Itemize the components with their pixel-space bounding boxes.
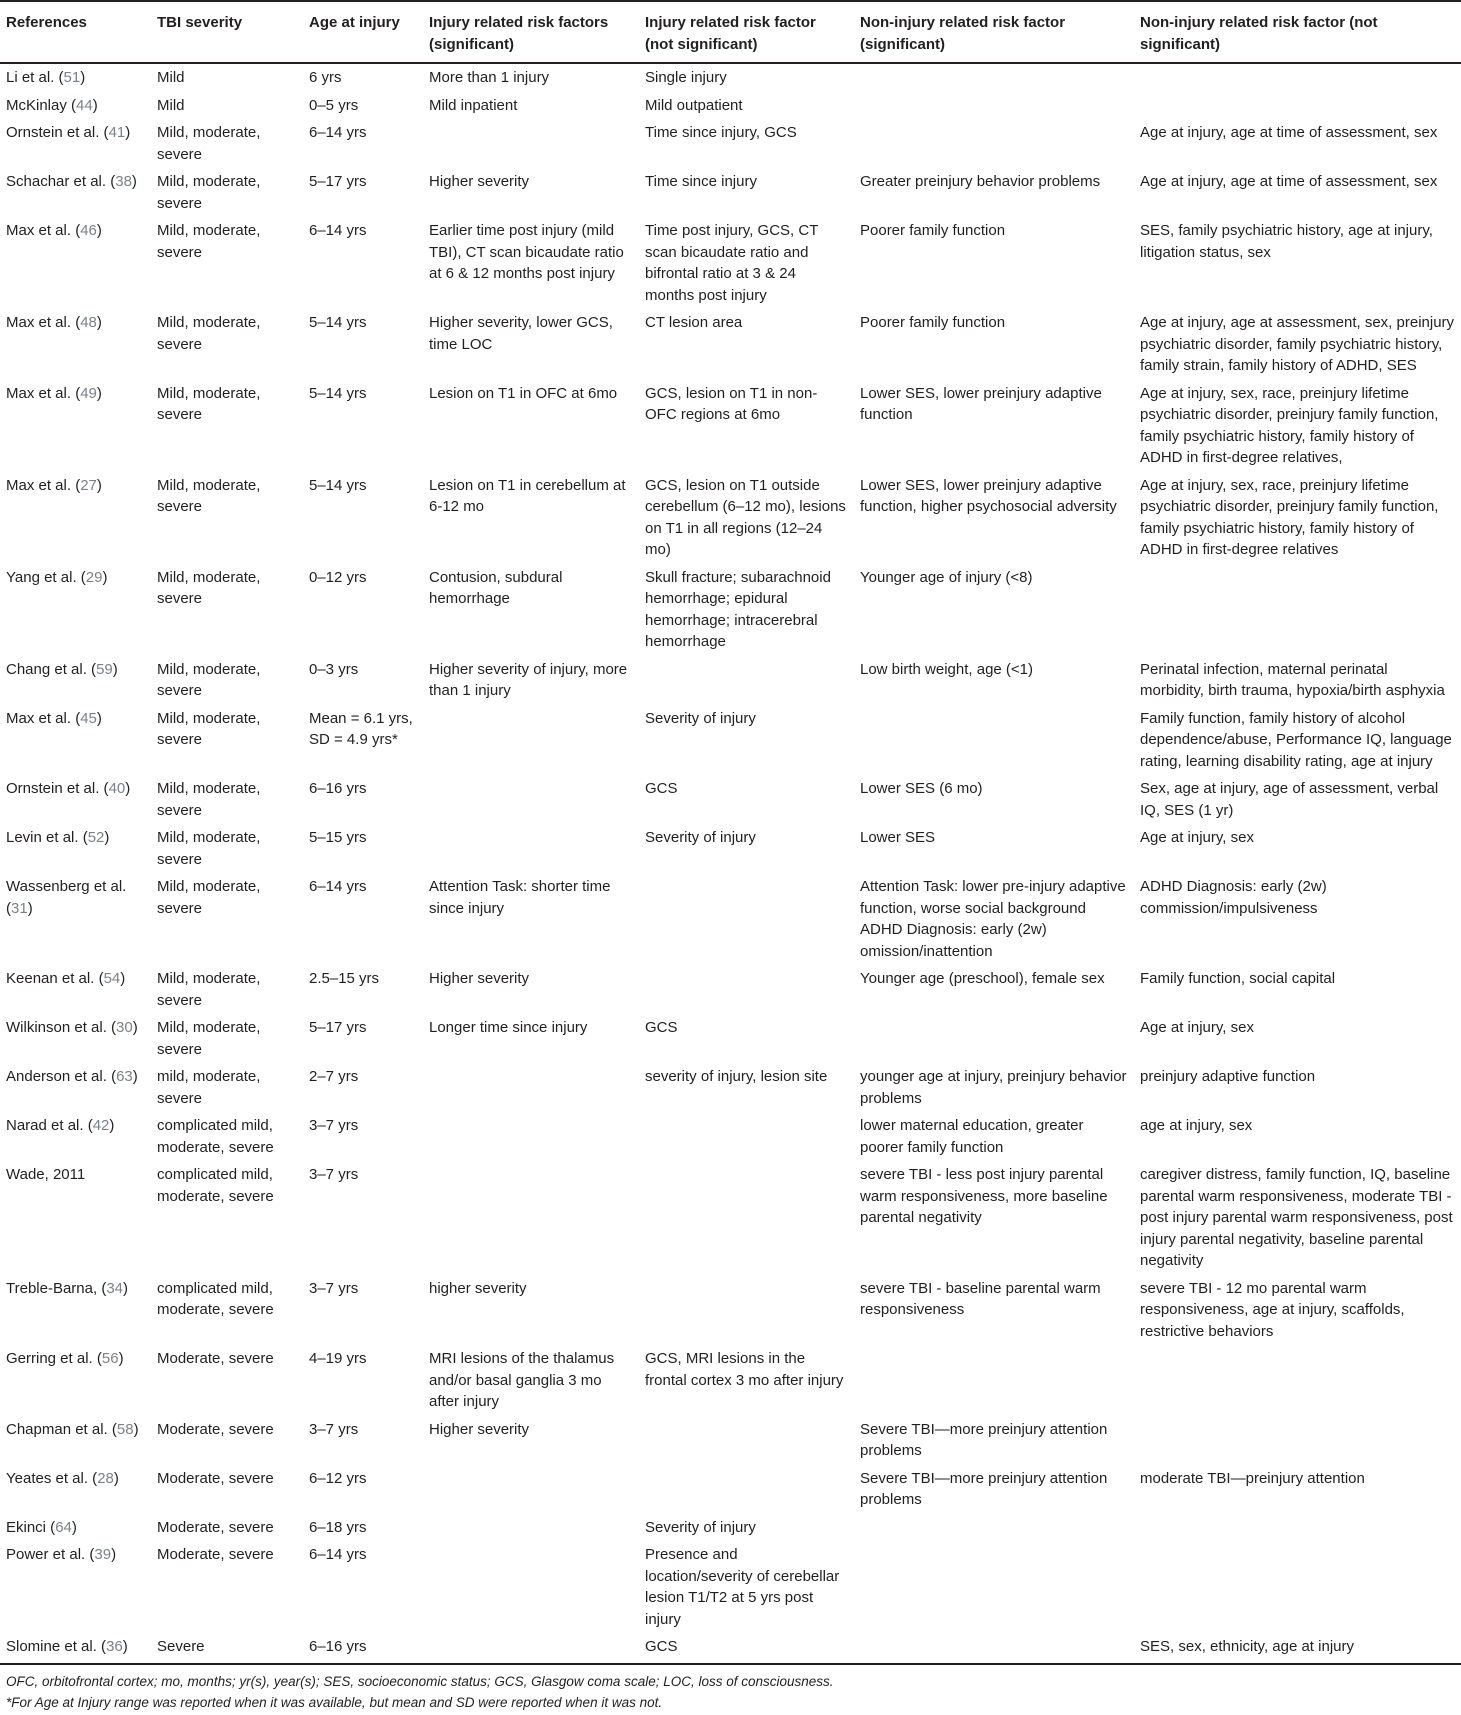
cell-non-injury-significant: Greater preinjury behavior problems [860, 173, 1101, 190]
cell-injury-not-significant: Severity of injury [645, 1518, 756, 1536]
table-row [0, 1112, 1461, 1161]
cell-injury-not-significant [639, 1275, 854, 1346]
reference-number-link[interactable]: 27 [80, 476, 97, 494]
reference-number-link[interactable]: 44 [76, 96, 93, 114]
cell-reference: Max et al. (48) [6, 314, 102, 331]
cell-age-at-injury: 3–7 yrs [309, 1166, 359, 1183]
cell-injury-significant [423, 119, 639, 168]
reference-number-link[interactable]: 54 [103, 970, 121, 987]
header-row [0, 1, 1461, 63]
cell-injury-significant: higher severity [429, 1279, 527, 1297]
cell-reference: Yeates et al. (28) [6, 1469, 119, 1487]
reference-name: Max et al. [6, 384, 72, 402]
header-non-injury-not-significant: Non-injury related risk factor (not significant) [1134, 1, 1461, 63]
table-row [0, 1416, 1461, 1465]
cell-injury-not-significant: Presence and location/severity of cerebellar lesion T1/T2 at 5 yrs post injury [645, 1546, 840, 1628]
cell-age-at-injury: 0–5 yrs [309, 96, 359, 114]
cell-non-injury-not-significant: Family function, family history of alcohol dependence/abuse, Performance IQ, language rating, learning disability rating, age at injury [1140, 709, 1452, 770]
cell-reference: Power et al. (39) [6, 1546, 117, 1563]
cell-injury-significant: MRI lesions of the thalamus and/or basal ganglia 3 mo after injury [429, 1350, 615, 1410]
cell-non-injury-not-significant [1134, 564, 1461, 656]
cell-non-injury-not-significant: moderate TBI—preinjury attention [1140, 1469, 1365, 1487]
cell-non-injury-significant [854, 1345, 1134, 1416]
cell-non-injury-not-significant: SES, sex, ethnicity, age at injury [1134, 1633, 1461, 1664]
cell-non-injury-not-significant [1134, 63, 1461, 92]
table-header [0, 1, 1461, 63]
cell-tbi-severity: Mild, moderate, severe [157, 222, 261, 261]
reference-number-link[interactable]: 51 [63, 69, 81, 86]
cell-non-injury-not-significant: Family function, social capital [1140, 970, 1336, 987]
reference-number-link[interactable]: 48 [80, 314, 97, 331]
cell-injury-significant: Contusion, subdural hemorrhage [429, 568, 563, 607]
cell-reference [0, 1161, 151, 1275]
cell-tbi-severity: Mild [157, 69, 185, 86]
cell-tbi-severity: complicated mild, moderate, severe [157, 1117, 274, 1156]
cell-non-injury-not-significant: severe TBI - 12 mo parental warm responsiveness, age at injury, scaffolds, restrictive behaviors [1140, 1279, 1405, 1340]
cell-injury-significant: Higher severity, lower GCS, time LOC [429, 314, 613, 353]
reference-number-link[interactable]: 52 [87, 829, 105, 846]
reference-number-link[interactable]: 46 [80, 222, 97, 239]
table-row [0, 873, 1461, 965]
cell-tbi-severity: Mild, moderate, severe [157, 1019, 261, 1058]
reference-name: Yang et al. [6, 568, 77, 586]
reference-number-link[interactable]: 30 [116, 1019, 133, 1036]
cell-age-at-injury: 5–15 yrs [309, 829, 367, 846]
reference-number-link[interactable]: 56 [101, 1350, 119, 1367]
reference-name: Ornstein et al. [6, 780, 100, 797]
cell-non-injury-significant [854, 63, 1134, 92]
reference-number-link[interactable]: 64 [55, 1518, 72, 1536]
cell-injury-not-significant: GCS, lesion on T1 outside cerebellum (6–12 mo), lesions on T1 in all regions (12–24 mo) [645, 476, 846, 558]
cell-non-injury-significant: severe TBI - baseline parental warm responsiveness [860, 1279, 1101, 1318]
cell-tbi-severity: Mild, moderate, severe [157, 780, 261, 819]
cell-reference: Chang et al. (59) [6, 660, 118, 678]
cell-injury-not-significant: GCS, MRI lesions in the frontal cortex 3 mo after injury [645, 1350, 844, 1389]
cell-reference: Levin et al. (52) [6, 829, 110, 846]
cell-injury-significant: Higher severity [429, 1420, 530, 1438]
table-row [0, 1345, 1461, 1416]
cell-tbi-severity: complicated mild, moderate, severe [157, 1166, 274, 1205]
cell-non-injury-significant [854, 1541, 1134, 1633]
table-row [0, 380, 1461, 472]
cell-non-injury-significant: Lower SES, lower preinjury adaptive function, higher psychosocial adversity [860, 476, 1117, 515]
cell-injury-not-significant: Skull fracture; subarachnoid hemorrhage; epidural hemorrhage; intracerebral hemorrhage [645, 568, 831, 650]
table-row [0, 1514, 1461, 1542]
cell-age-at-injury: 5–14 yrs [309, 476, 367, 494]
cell-injury-not-significant: Single injury [645, 69, 727, 86]
cell-reference: Ekinci (64) [6, 1518, 77, 1536]
footnote-age-note: *For Age at Injury range was reported when it was available, but mean and SD were reported when it was not. [6, 1694, 663, 1710]
header-tbi-severity: TBI severity [151, 1, 303, 63]
header-injury-significant: Injury related risk factors (significant) [423, 1, 639, 63]
cell-reference: Ornstein et al. (41) [6, 124, 131, 141]
cell-non-injury-not-significant: Sex, age at injury, age of assessment, verbal IQ, SES (1 yr) [1140, 780, 1439, 819]
cell-non-injury-not-significant [1134, 1416, 1461, 1465]
table-row [0, 217, 1461, 309]
cell-non-injury-significant: lower maternal education, greater poorer family function [860, 1117, 1084, 1156]
cell-non-injury-not-significant: Age at injury, sex [1140, 829, 1254, 846]
cell-age-at-injury: 6–16 yrs [309, 780, 367, 797]
reference-number-link[interactable]: 34 [106, 1279, 124, 1297]
cell-injury-not-significant: Severity of injury [645, 709, 756, 727]
cell-tbi-severity: Mild [157, 96, 185, 114]
table-body [0, 63, 1461, 1664]
cell-injury-not-significant: GCS [645, 780, 678, 797]
cell-injury-significant: Earlier time post injury (mild TBI), CT scan bicaudate ratio at 6 & 12 months post injury [429, 222, 624, 282]
cell-non-injury-significant: Severe TBI—more preinjury attention problems [860, 1469, 1108, 1508]
cell-reference: Max et al. (46) [6, 222, 102, 239]
reference-name: Max et al. [6, 314, 72, 331]
cell-reference: Gerring et al. (56) [6, 1350, 124, 1367]
cell-age-at-injury: 4–19 yrs [309, 1350, 367, 1367]
cell-injury-not-significant: Time since injury [645, 173, 757, 190]
cell-age-at-injury: 3–7 yrs [309, 1117, 359, 1134]
cell-non-injury-not-significant: Age at injury, sex, race, preinjury lifetime psychiatric disorder, preinjury family function, family psychiatric history, family history of ADHD in first-degree relatives, [1140, 384, 1439, 466]
cell-tbi-severity: Moderate, severe [157, 1469, 274, 1487]
cell-injury-significant [423, 1541, 639, 1633]
cell-age-at-injury: 6–18 yrs [309, 1518, 367, 1536]
reference-name: Keenan et al. [6, 970, 95, 987]
cell-non-injury-significant: Younger age (preschool), female sex [860, 970, 1105, 987]
cell-injury-significant [423, 1465, 639, 1514]
reference-name: Gerring et al. [6, 1350, 93, 1367]
cell-non-injury-significant: Lower SES [860, 829, 936, 846]
cell-tbi-severity: Moderate, severe [157, 1518, 274, 1536]
cell-non-injury-not-significant: Age at injury, age at time of assessment, sex [1140, 173, 1438, 190]
cell-age-at-injury: 5–17 yrs [309, 173, 367, 190]
cell-non-injury-significant: severe TBI - less post injury parental warm responsiveness, more baseline parental negativity [860, 1166, 1108, 1226]
cell-injury-not-significant: Time post injury, GCS, CT scan bicaudate ratio and bifrontal ratio at 3 & 24 months post injury [645, 222, 819, 304]
cell-reference: Max et al. (49) [6, 384, 102, 402]
cell-age-at-injury: 5–17 yrs [309, 1019, 367, 1036]
cell-non-injury-significant: Poorer family function [860, 222, 1006, 239]
cell-injury-not-significant: Mild outpatient [645, 96, 743, 114]
reference-number-link[interactable]: 40 [108, 780, 126, 797]
table-row [0, 1633, 1461, 1664]
cell-tbi-severity: Severe [151, 1633, 303, 1664]
table-row [0, 1541, 1461, 1633]
table-row [0, 965, 1461, 1014]
reference-name: Wassenberg et al. [6, 878, 127, 895]
cell-non-injury-not-significant: SES, family psychiatric history, age at injury, litigation status, sex [1140, 222, 1433, 261]
cell-non-injury-significant [854, 119, 1134, 168]
table-row [0, 1161, 1461, 1275]
reference-name: Wade, 2011 [6, 1166, 86, 1183]
reference-number-link[interactable]: 28 [97, 1469, 114, 1487]
table-row [0, 775, 1461, 824]
cell-injury-not-significant: CT lesion area [645, 314, 743, 331]
cell-non-injury-significant [854, 873, 1134, 965]
cell-non-injury-significant [854, 1514, 1134, 1542]
reference-name: Yeates et al. [6, 1469, 89, 1487]
cell-tbi-severity: Mild, moderate, severe [157, 970, 261, 1009]
reference-name: Ornstein et al. [6, 124, 100, 141]
cell-non-injury-significant: Lower SES (6 mo) [860, 780, 983, 797]
cell-reference: Max et al. (45) [6, 709, 102, 727]
reference-number-link[interactable]: 39 [94, 1546, 112, 1563]
cell-tbi-severity: Mild, moderate, severe [157, 173, 261, 212]
header-non-injury-significant: Non-injury related risk factor (significant) [854, 1, 1134, 63]
reference-name: Ekinci [6, 1518, 47, 1536]
reference-number-link[interactable]: 31 [11, 899, 28, 917]
cell-reference: Treble-Barna, (34) [6, 1279, 129, 1297]
reference-name: Max et al. [6, 709, 72, 727]
header-injury-not-significant: Injury related risk factor (not significant) [639, 1, 854, 63]
reference-number-link[interactable]: 49 [80, 384, 97, 402]
cell-injury-significant [423, 1063, 639, 1112]
cell-injury-not-significant: GCS, lesion on T1 in non-OFC regions at 6mo [645, 384, 818, 423]
cell-injury-significant [423, 775, 639, 824]
reference-name: Narad et al. [6, 1117, 84, 1134]
cell-age-at-injury: 0–3 yrs [309, 660, 359, 678]
reference-number-link[interactable]: 38 [115, 173, 132, 190]
cell-tbi-severity: Mild, moderate, severe [157, 709, 261, 748]
table-row [0, 1014, 1461, 1063]
table-row [0, 92, 1461, 120]
cell-non-injury-significant: Severe TBI—more preinjury attention problems [860, 1420, 1108, 1459]
cell-tbi-severity: Mild, moderate, severe [157, 568, 261, 607]
cell-injury-not-significant [639, 873, 854, 965]
cell-non-injury-significant: Younger age of injury (<8) [860, 568, 1033, 586]
reference-number-link[interactable]: 29 [85, 568, 103, 586]
cell-reference: Wassenberg et al. (31) [6, 878, 127, 917]
cell-tbi-severity: Moderate, severe [157, 1350, 274, 1367]
cell-injury-significant [423, 1514, 639, 1542]
cell-non-injury-significant [854, 1014, 1134, 1063]
reference-name: McKinlay [6, 96, 67, 114]
footnote-abbreviations: OFC, orbitofrontal cortex; mo, months; yr(s), year(s); SES, socioeconomic status; GCS, Glasgow coma scale; LOC, loss of consciousness. [6, 1673, 834, 1689]
table-row [0, 1275, 1461, 1346]
table-row [0, 168, 1461, 217]
cell-age-at-injury: 6–14 yrs [309, 878, 367, 895]
cell-non-injury-not-significant: caregiver distress, family function, IQ, baseline parental warm responsiveness, moderate TBI - post injury parental warm responsiveness, post injury parental negativity, baseline parental negativity [1140, 1166, 1453, 1269]
reference-number-link[interactable]: 41 [108, 124, 126, 141]
cell-age-at-injury: 3–7 yrs [309, 1420, 359, 1438]
cell-reference: Anderson et al. (63) [6, 1068, 138, 1085]
cell-non-injury-not-significant: Age at injury, age at assessment, sex, preinjury psychiatric disorder, family psychiatric history, family strain, family history of ADHD, SES [1140, 314, 1455, 374]
cell-injury-not-significant: GCS [639, 1633, 854, 1664]
cell-age-at-injury: 6–12 yrs [309, 1469, 367, 1487]
cell-reference: Schachar et al. (38) [6, 173, 137, 190]
cell-tbi-severity: Mild, moderate, severe [157, 124, 261, 163]
cell-injury-significant: Lesion on T1 in OFC at 6mo [429, 384, 618, 402]
reference-number-link[interactable]: 45 [80, 709, 97, 727]
table-row [0, 824, 1461, 873]
cell-non-injury-not-significant [1134, 1514, 1461, 1542]
cell-injury-significant: Higher severity [429, 970, 530, 987]
cell-injury-not-significant: Time since injury, GCS [645, 124, 797, 141]
table-row [0, 1063, 1461, 1112]
cell-tbi-severity: complicated mild, moderate, severe [157, 1279, 274, 1318]
cell-non-injury-not-significant [1134, 1541, 1461, 1633]
cell-injury-significant [423, 1633, 639, 1664]
cell-injury-not-significant [639, 1465, 854, 1514]
cell-age-at-injury: 6–14 yrs [309, 124, 367, 141]
cell-line: Attention Task: lower pre-injury adaptive function, worse social background [860, 878, 1126, 917]
cell-tbi-severity: Mild, moderate, severe [157, 384, 261, 423]
cell-reference: Narad et al. (42) [6, 1117, 115, 1134]
table-row [0, 656, 1461, 705]
cell-injury-significant [423, 1161, 639, 1275]
reference-name: Slomine et al. [6, 1638, 97, 1655]
cell-age-at-injury: 3–7 yrs [309, 1279, 359, 1297]
cell-non-injury-not-significant: Age at injury, age at time of assessment, sex [1140, 124, 1438, 141]
cell-reference: Chapman et al. (58) [6, 1420, 139, 1438]
reference-number-link[interactable]: 63 [116, 1068, 133, 1085]
cell-tbi-severity: Mild, moderate, severe [157, 476, 261, 515]
cell-injury-significant: More than 1 injury [429, 69, 550, 86]
header-age-at-injury: Age at injury [303, 1, 423, 63]
cell-injury-not-significant: severity of injury, lesion site [645, 1068, 828, 1085]
cell-injury-significant: Longer time since injury [429, 1019, 588, 1036]
cell-age-at-injury: 6 yrs [309, 69, 342, 86]
cell-non-injury-significant [854, 1633, 1134, 1664]
table-row [0, 705, 1461, 776]
reference-number-link[interactable]: 58 [116, 1420, 134, 1438]
cell-age-at-injury: 2.5–15 yrs [309, 970, 380, 987]
reference-name: Levin et al. [6, 829, 79, 846]
reference-name: Anderson et al. [6, 1068, 107, 1085]
reference-number-link[interactable]: 59 [96, 660, 113, 678]
reference-name: Max et al. [6, 476, 72, 494]
cell-injury-significant [423, 824, 639, 873]
cell-injury-not-significant: GCS [645, 1019, 678, 1036]
cell-age-at-injury: 6–16 yrs [303, 1633, 423, 1664]
cell-tbi-severity: Moderate, severe [157, 1420, 274, 1438]
reference-name: Wilkinson et al. [6, 1019, 107, 1036]
cell-non-injury-not-significant [1134, 1345, 1461, 1416]
cell-non-injury-significant: Lower SES, lower preinjury adaptive function [860, 384, 1102, 423]
table-row [0, 472, 1461, 564]
cell-tbi-severity: Mild, moderate, severe [157, 829, 261, 868]
cell-non-injury-not-significant: Age at injury, sex, race, preinjury lifetime psychiatric disorder, preinjury family function, family psychiatric history, family history of ADHD in first-degree relatives [1140, 476, 1439, 558]
cell-injury-significant [423, 1112, 639, 1161]
cell-non-injury-significant [854, 705, 1134, 776]
cell-injury-not-significant [639, 656, 854, 705]
table-row [0, 63, 1461, 92]
table-row [0, 119, 1461, 168]
table-row [0, 309, 1461, 380]
cell-non-injury-not-significant: preinjury adaptive function [1140, 1068, 1316, 1085]
reference-name: Treble-Barna, [6, 1279, 98, 1297]
cell-age-at-injury: 6–14 yrs [309, 1546, 367, 1563]
cell-reference: Slomine et al. (36) [0, 1633, 151, 1664]
cell-tbi-severity: Moderate, severe [157, 1546, 274, 1563]
cell-age-at-injury: 0–12 yrs [309, 568, 367, 586]
cell-injury-significant [423, 705, 639, 776]
cell-non-injury-significant: Poorer family function [860, 314, 1006, 331]
cell-age-at-injury: 6–14 yrs [309, 222, 367, 239]
reference-name: Chang et al. [6, 660, 87, 678]
cell-non-injury-significant: Low birth weight, age (<1) [860, 660, 1034, 678]
cell-injury-significant: Higher severity [429, 173, 530, 190]
cell-reference: Ornstein et al. (40) [6, 780, 131, 797]
cell-tbi-severity: Mild, moderate, severe [157, 878, 261, 917]
cell-injury-not-significant [639, 1112, 854, 1161]
cell-injury-significant: Mild inpatient [429, 96, 518, 114]
cell-tbi-severity: mild, moderate, severe [157, 1068, 261, 1107]
reference-name: Chapman et al. [6, 1420, 108, 1438]
cell-non-injury-not-significant [1134, 92, 1461, 120]
cell-injury-not-significant: Severity of injury [645, 829, 756, 846]
cell-line: ADHD Diagnosis: early (2w) omission/inattention [860, 921, 1047, 960]
cell-reference: Li et al. (51) [6, 69, 86, 86]
cell-reference: Max et al. (27) [6, 476, 102, 494]
cell-injury-significant: Higher severity of injury, more than 1 injury [429, 660, 628, 699]
reference-number-link[interactable]: 42 [92, 1117, 110, 1134]
cell-age-at-injury: 5–14 yrs [309, 314, 367, 331]
cell-injury-significant: Lesion on T1 in cerebellum at 6-12 mo [429, 476, 626, 515]
cell-injury-not-significant [639, 1416, 854, 1465]
cell-age-at-injury: 2–7 yrs [309, 1068, 359, 1085]
cell-reference: Keenan et al. (54) [6, 970, 126, 987]
reference-number-link[interactable]: 36 [106, 1638, 123, 1655]
cell-reference: McKinlay (44) [6, 96, 98, 114]
reference-name: Power et al. [6, 1546, 86, 1563]
cell-tbi-severity: Mild, moderate, severe [157, 314, 261, 353]
cell-non-injury-significant: younger age at injury, preinjury behavior problems [860, 1068, 1127, 1107]
header-references: References [0, 1, 151, 63]
cell-non-injury-significant [854, 92, 1134, 120]
reference-name: Li et al. [6, 69, 55, 86]
cell-injury-not-significant [639, 965, 854, 1014]
table-footnotes [0, 1665, 1461, 1713]
cell-tbi-severity: Mild, moderate, severe [157, 660, 261, 699]
cell-reference: Wilkinson et al. (30) [6, 1019, 138, 1036]
reference-name: Max et al. [6, 222, 72, 239]
cell-injury-significant: Attention Task: shorter time since injury [429, 878, 611, 917]
cell-non-injury-not-significant: Perinatal infection, maternal perinatal morbidity, birth trauma, hypoxia/birth asphyxia [1140, 660, 1445, 699]
cell-non-injury-not-significant: age at injury, sex [1140, 1117, 1253, 1134]
cell-age-at-injury: Mean = 6.1 yrs, SD = 4.9 yrs* [309, 709, 413, 748]
table-row [0, 564, 1461, 656]
table-row [0, 1465, 1461, 1514]
cell-age-at-injury: 5–14 yrs [309, 384, 367, 402]
reference-name: Schachar et al. [6, 173, 107, 190]
cell-non-injury-not-significant: ADHD Diagnosis: early (2w) commission/impulsiveness [1140, 878, 1327, 917]
cell-reference: Yang et al. (29) [6, 568, 108, 586]
cell-injury-not-significant [639, 1161, 854, 1275]
cell-non-injury-not-significant: Age at injury, sex [1140, 1019, 1254, 1036]
